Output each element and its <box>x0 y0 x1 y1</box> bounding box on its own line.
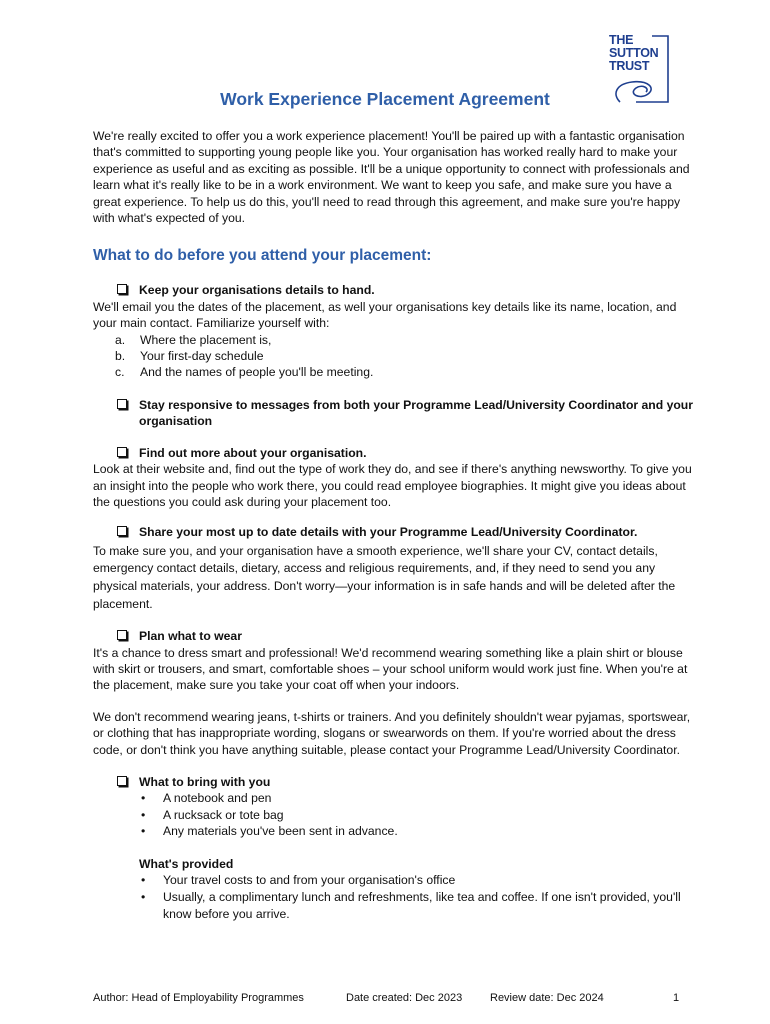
checklist-item-share: Share your most up to date details with your Programme Lead/University Coordinator. <box>117 524 693 540</box>
checkbox-icon <box>117 399 127 409</box>
checkbox-icon <box>117 776 127 786</box>
footer-review-date: Review date: Dec 2024 <box>490 992 604 1004</box>
checklist-item-bring: What to bring with you <box>117 774 693 790</box>
list-item: • Any materials you've been sent in advance. <box>93 823 693 839</box>
list-item: • Your travel costs to and from your organisation's office <box>93 872 693 889</box>
checkbox-icon <box>117 630 127 640</box>
details-list <box>93 332 693 381</box>
list-item: • Usually, a complimentary lunch and refreshments, like tea and coffee. If one isn't provided, you'll know before you arrive. <box>93 889 693 923</box>
checkbox-icon <box>117 526 127 536</box>
document-body <box>93 128 693 923</box>
share-body: To make sure you, and your organisation have a smooth experience, we'll share your CV, contact details, emergency contact details, dietary, access and religious requirements, and, if they need to send you any physical materials, your address. Don't worry—your information is in safe hands and will be deleted after the placement. <box>93 543 676 611</box>
provided-list <box>93 872 693 923</box>
list-item: b. Your first-day schedule <box>115 349 264 364</box>
details-body: We'll email you the dates of the placement, as well your organisations key details like its name, location, and your main contact. Familiarize yourself with: <box>93 299 677 331</box>
intro-paragraph: We're really excited to offer you a work experience placement! You'll be paired up with a fantastic organisation that's committed to supporting young people like you. Your organisation has worked really hard to make your experience as useful and as exciting as possible. It'll be a unique opportunity to connect with professionals and learn what it's really like to be in a work environment. We want to keep you safe, and make sure you have a great experience. To help us do this, you'll need to read through this agreement, and make sure you're happy with what's expected of you. <box>93 129 690 226</box>
list-item: a. Where the placement is, <box>115 332 272 347</box>
wear-body-2: We don't recommend wearing jeans, t-shirts or trainers. And you definitely shouldn't wear pyjamas, sportswear, or clothing that has inappropriate wording, slogans or swearwords on them. If you're worried about the dress code, or don't think you have anything suitable, please contact your Programme Lead/University Coordinator. <box>93 709 691 757</box>
wear-body: It's a chance to dress smart and professional! We'd recommend wearing something like a plain shirt or blouse with skirt or trousers, and smart, comfortable shoes – your school uniform would work just fine. When you're at the placement, make sure you take your coat off when your indoors. <box>93 645 688 693</box>
checklist-item-wear: Plan what to wear <box>117 628 693 644</box>
provided-heading: What's provided <box>139 856 234 871</box>
section-heading: What to do before you attend your placement: <box>93 247 432 265</box>
checklist-item-details: Keep your organisations details to hand. <box>117 282 693 298</box>
footer-author: Author: Head of Employability Programmes <box>93 992 304 1004</box>
checkbox-icon <box>117 284 127 294</box>
document-title: Work Experience Placement Agreement <box>220 89 550 109</box>
page-number: 1 <box>673 992 680 1004</box>
checklist-item-responsive: Stay responsive to messages from both your Programme Lead/University Coordinator and your organisation <box>117 397 693 430</box>
list-item: c. And the names of people you'll be meeting. <box>115 365 374 380</box>
research-body: Look at their website and, find out the type of work they do, and see if there's anything newsworthy. To give you an insight into the people who work there, you could read employee biographies. It might give you ideas about the questions you could ask during your placement too. <box>93 462 692 509</box>
bring-list <box>93 790 693 839</box>
logo-wordmark: THE SUTTON TRUST <box>609 33 659 73</box>
checklist-item-research: Find out more about your organisation. <box>117 445 693 461</box>
list-item: • A notebook and pen <box>93 790 693 806</box>
list-item: • A rucksack or tote bag <box>93 807 693 823</box>
checkbox-icon <box>117 447 127 457</box>
footer-date-created: Date created: Dec 2023 <box>346 992 463 1004</box>
